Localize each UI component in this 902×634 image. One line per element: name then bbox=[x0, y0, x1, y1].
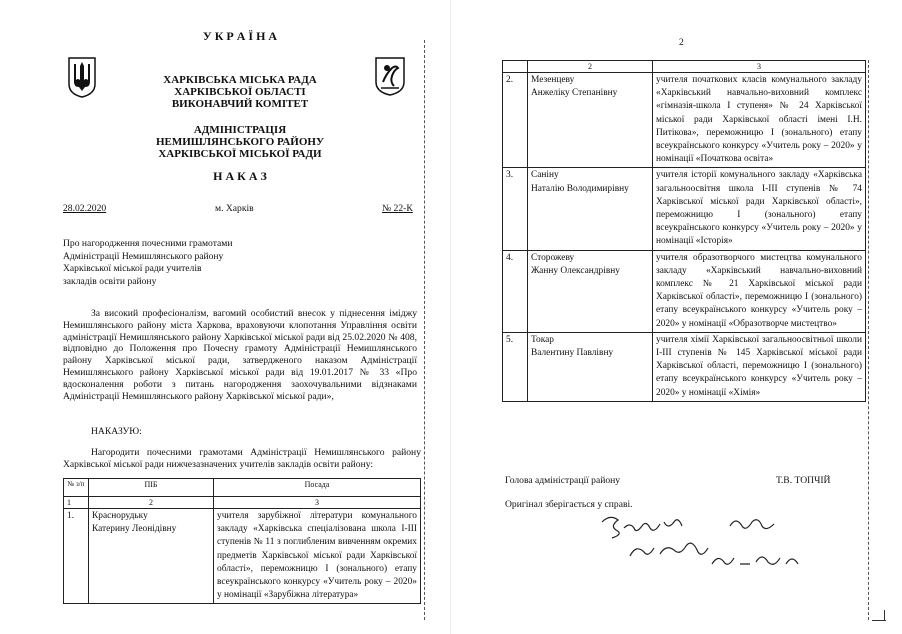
col-number: 2 bbox=[528, 61, 653, 73]
row-name-line: Краснорудьку bbox=[92, 511, 148, 521]
signatory-name: Т.В. ТОПЧІЙ bbox=[776, 475, 831, 486]
order-subject bbox=[63, 238, 303, 288]
row-name bbox=[528, 168, 653, 250]
row-name-line: Наталію Володимирівну bbox=[531, 183, 629, 194]
council-line: ХАРКІВСЬКА МІСЬКА РАДА bbox=[163, 74, 317, 86]
row-position: учителя зарубіжної літератури комунального закладу «Харківська спеціалізована школа І-ІІІ ступенів № 11 з поглибленим вивченням окремих предметів Харківської міської ради Харківської області», переможницю І (зонального) етапу всеукраїнського конкурсу «Учитель року – 2020» у номінації «Зарубіжна література» bbox=[214, 509, 421, 604]
award-table-part1 bbox=[63, 478, 421, 604]
row-name-line: Катерину Леонідівну bbox=[92, 524, 177, 535]
order-date: 28.02.2020 bbox=[63, 203, 107, 214]
col-number bbox=[503, 61, 528, 73]
order-word: НАКАЗУЮ: bbox=[91, 426, 142, 437]
row-number: 5. bbox=[503, 332, 528, 401]
table-row bbox=[503, 168, 866, 250]
handwritten-certification-mark bbox=[590, 508, 820, 583]
council-heading bbox=[130, 74, 350, 110]
signatory-title: Голова адміністрації району bbox=[505, 475, 621, 486]
page-edge-line bbox=[868, 60, 869, 620]
row-name-line: Жанну Олександрівну bbox=[531, 265, 620, 276]
row-name-line: Токар bbox=[531, 334, 554, 345]
subject-line: Про нагородження почесними грамотами bbox=[63, 238, 233, 249]
administration-heading bbox=[130, 124, 350, 160]
col-number: 1 bbox=[64, 497, 89, 509]
table-row bbox=[64, 509, 421, 604]
page-divider bbox=[450, 0, 451, 634]
row-position: учителя початкових класів комунального закладу «Харківський навчально-виховний комплекс «гімназія-школа І ступеня» № 24 Харківської міської ради Харківської області імені І.Н. Питікова», переможницю І (зонального) етапу всеукраїнського конкурсу «Учитель року – 2020» у номінації «Початкова освіта» bbox=[653, 73, 866, 168]
subject-line: закладів освіти району bbox=[63, 275, 157, 287]
row-position: учителя образотворчого мистецтва комунального закладу «Харківський навчально-виховний комплекс № 21 Харківської міської ради Харківської області», переможницю І (зонального) етапу всеукраїнського конкурсу «Учитель року – 2020» у номінації «Образотворче мистецтво» bbox=[653, 250, 866, 332]
table-row bbox=[503, 250, 866, 332]
col-number: 3 bbox=[214, 497, 421, 509]
row-name-line: Мезенцеву bbox=[531, 75, 575, 85]
row-name-line: Саніну bbox=[531, 170, 559, 181]
page-number: 2 bbox=[679, 37, 684, 48]
page-edge-line bbox=[424, 40, 425, 620]
table-header-row bbox=[64, 479, 421, 497]
subject-line: Харківської міської ради учителів bbox=[63, 263, 202, 274]
col-header-position: Посада bbox=[214, 479, 421, 497]
row-name-line: Анжеліку Степанівну bbox=[531, 88, 618, 99]
award-table-part2 bbox=[502, 60, 866, 402]
row-name bbox=[89, 509, 214, 604]
row-number: 3. bbox=[503, 168, 528, 250]
table-colnum-row bbox=[503, 61, 866, 73]
col-number: 3 bbox=[653, 61, 866, 73]
subject-line: Адміністрації Немишлянського району bbox=[63, 250, 224, 262]
order-number: № 22-К bbox=[382, 203, 413, 214]
table-row bbox=[503, 73, 866, 168]
award-paragraph: Нагородити почесними грамотами Адміністрації Немишлянського району Харківської міської ради нижчезазначених учителів закладів освіти району: bbox=[63, 447, 421, 470]
row-name-line: Сторожеву bbox=[531, 252, 575, 263]
col-header-number: № з/п bbox=[64, 479, 89, 497]
table-row bbox=[503, 332, 866, 401]
trident-emblem-icon bbox=[66, 56, 98, 98]
document-type: Н А К А З bbox=[213, 169, 267, 183]
administration-line: ХАРКІВСЬКОЇ МІСЬКОЇ РАДИ bbox=[158, 148, 322, 160]
corner-mark bbox=[884, 610, 885, 621]
original-note: Оригінал зберігається у справі. bbox=[505, 499, 633, 510]
district-coat-of-arms-icon bbox=[374, 56, 406, 96]
council-line: ХАРКІВСЬКОЇ ОБЛАСТІ bbox=[174, 86, 306, 98]
row-position: учителя хімії Харківської загальноосвітньої школи І-ІІІ ступенів № 145 Харківської міської ради Харківської області, переможницю І (зонального) етапу всеукраїнського конкурсу «Учитель року – 2020» у номінації «Хімія» bbox=[653, 332, 866, 401]
council-line: ВИКОНАВЧИЙ КОМІТЕТ bbox=[171, 98, 309, 110]
row-name bbox=[528, 332, 653, 401]
row-number: 1. bbox=[64, 509, 89, 604]
row-position: учителя історії комунального закладу «Харківська загальноосвітня школа І-ІІІ ступенів № 74 Харківської міської ради Харківської області», переможницю І (зонального) етапу всеукраїнського конкурсу «Учитель року – 2020» у номінації «Історія» bbox=[653, 168, 866, 250]
administration-line: НЕМИШЛЯНСЬКОГО РАЙОНУ bbox=[155, 136, 325, 148]
table-colnum-row bbox=[64, 497, 421, 509]
row-number: 2. bbox=[503, 73, 528, 168]
col-number: 2 bbox=[89, 497, 214, 509]
row-name bbox=[528, 250, 653, 332]
row-name-line: Валентину Павлівну bbox=[531, 348, 614, 359]
order-city: м. Харків bbox=[215, 203, 254, 214]
country-heading: У К Р А Ї Н А bbox=[202, 29, 278, 43]
administration-line: АДМІНІСТРАЦІЯ bbox=[193, 124, 287, 136]
row-number: 4. bbox=[503, 250, 528, 332]
col-header-name: ПІБ bbox=[89, 479, 214, 497]
row-name bbox=[528, 73, 653, 168]
preamble-paragraph: За високий професіоналізм, вагомий особистий внесок у піднесення іміджу Немишлянського району міста Харкова, враховуючи клопотання Управління освіти адміністрації Немишлянського району Харківської міської ради від 25.02.2020 № 408, відповідно до Положення про Почесну грамоту Адміністрації Немишлянського району Харківської міської ради, затвердженого наказом Адміністрації Немишлянського району Харківської міської ради від 19.01.2017 № 33 «Про вдосконалення роботи з питань нагородження заохочувальними відзнаками Адміністрації Немишлянського району Харківської міської ради», bbox=[63, 308, 417, 402]
